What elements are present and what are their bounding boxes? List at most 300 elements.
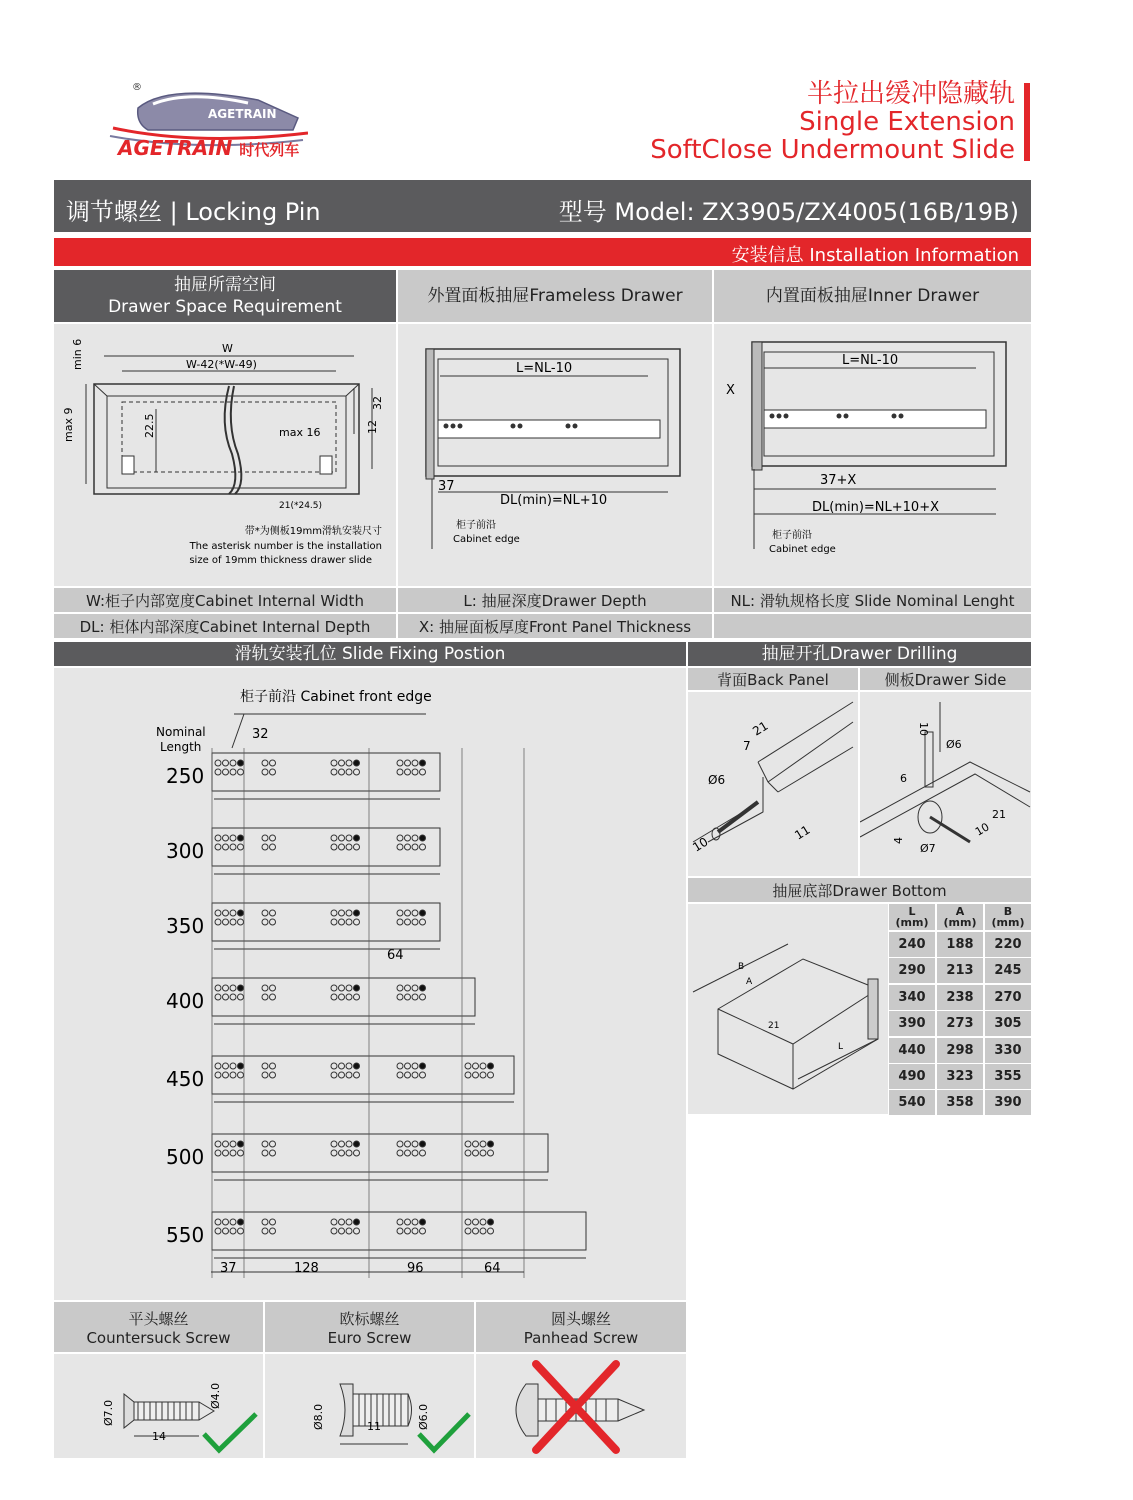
rail-length-500: 500 xyxy=(166,1145,205,1169)
fixing-hole xyxy=(331,1228,337,1234)
screw-euro-en: Euro Screw xyxy=(327,1328,412,1347)
bottom-table-cell: 340 xyxy=(889,985,935,1010)
dim-32: 32 xyxy=(371,396,384,410)
fixing-hole xyxy=(262,769,268,775)
fixing-hole xyxy=(262,1228,268,1234)
frameless-drawer-header xyxy=(398,270,712,322)
fixing-hole xyxy=(230,919,236,925)
fixing-hole xyxy=(215,1072,221,1078)
fixing-hole xyxy=(412,760,418,766)
fixing-hole xyxy=(215,919,221,925)
fixing-hole xyxy=(238,910,244,916)
fixing-hole xyxy=(230,910,236,916)
dim-w-formula: W-42(*W-49) xyxy=(186,358,257,371)
fixing-hole xyxy=(339,994,345,1000)
fixing-hole xyxy=(230,1072,236,1078)
fixing-hole xyxy=(270,844,276,850)
fixing-panel xyxy=(54,668,686,1300)
fixing-hole xyxy=(223,760,229,766)
screw-countersunk-cn: 平头螺丝 xyxy=(128,1309,189,1328)
legend-dl xyxy=(54,614,396,638)
installation-header-text: 安装信息 Installation Information xyxy=(731,245,1019,266)
rail-outline xyxy=(212,978,475,1016)
fixing-hole xyxy=(420,844,426,850)
fixing-hole xyxy=(262,1072,268,1078)
screw-euro-panel xyxy=(265,1354,474,1458)
fixing-hole xyxy=(230,1063,236,1069)
fixing-hole xyxy=(420,985,426,991)
fixing-hole xyxy=(488,1228,494,1234)
screw-euro-cn: 欧标螺丝 xyxy=(339,1309,400,1328)
euro-d1: Ø8.0 xyxy=(312,1403,325,1430)
fixing-hole xyxy=(238,919,244,925)
fixing-hole xyxy=(339,910,345,916)
fixing-hole xyxy=(480,1150,486,1156)
fixing-hole xyxy=(354,1150,360,1156)
fixing-hole xyxy=(405,985,411,991)
fixing-hole xyxy=(331,919,337,925)
fixing-hole xyxy=(397,769,403,775)
screw-header-panhead xyxy=(476,1302,686,1352)
fixing-hole xyxy=(262,1063,268,1069)
fixing-hole xyxy=(262,1219,268,1225)
fixing-hole xyxy=(473,1141,479,1147)
screw-panhead-panel xyxy=(476,1354,686,1458)
fixing-hole xyxy=(465,1219,471,1225)
screw-header-euro xyxy=(265,1302,474,1352)
fixing-hole xyxy=(354,994,360,1000)
fixing-hole xyxy=(480,1219,486,1225)
fixing-hole xyxy=(270,1141,276,1147)
fixing-hole xyxy=(270,1150,276,1156)
screw-countersunk-en: Countersuck Screw xyxy=(86,1328,231,1347)
fixing-hole xyxy=(346,985,352,991)
bottom-dim-37: 37 xyxy=(220,1261,237,1276)
fixing-hole xyxy=(339,919,345,925)
frameless-diagram xyxy=(398,324,712,586)
fixing-hole xyxy=(420,919,426,925)
dim-22-5: 22.5 xyxy=(143,413,156,438)
bottom-table-cell: 355 xyxy=(985,1064,1031,1089)
fixing-hole xyxy=(339,1219,345,1225)
bottom-dimensions xyxy=(211,1261,524,1276)
fixing-hole xyxy=(223,1228,229,1234)
fixing-hole xyxy=(397,994,403,1000)
fixing-hole xyxy=(397,1141,403,1147)
fixing-hole xyxy=(412,1150,418,1156)
fixing-hole xyxy=(412,1219,418,1225)
fixing-hole xyxy=(238,1219,244,1225)
bottom-table-header-label: L xyxy=(908,905,916,918)
euro-len: 11 xyxy=(367,1420,381,1433)
rail-length-400: 400 xyxy=(166,989,205,1013)
fixing-hole xyxy=(270,985,276,991)
euro-screw-drawing xyxy=(265,1354,474,1458)
legend-dl-text: DL: 柜体内部深度Cabinet Internal Depth xyxy=(79,617,371,636)
fixing-hole xyxy=(230,1141,236,1147)
fixing-hole xyxy=(397,1150,403,1156)
space-requirement-header xyxy=(54,270,396,322)
side-dim-10: 10 xyxy=(917,722,930,736)
fixing-hole xyxy=(223,1141,229,1147)
bottom-table-cell: 245 xyxy=(985,958,1031,983)
brand-name-cn: 时代列车 xyxy=(239,141,300,159)
fixing-hole xyxy=(215,985,221,991)
bottom-size-table xyxy=(889,904,1031,1114)
fixing-hole xyxy=(405,1141,411,1147)
fixing-hole xyxy=(215,994,221,1000)
fixing-hole xyxy=(420,1219,426,1225)
fixing-hole xyxy=(230,1228,236,1234)
back-dim-7: 7 xyxy=(743,739,751,753)
fixing-hole xyxy=(405,1063,411,1069)
fixing-hole xyxy=(465,1141,471,1147)
bottom-table-cell: 330 xyxy=(985,1038,1031,1063)
frameless-edge-en: Cabinet edge xyxy=(453,534,520,545)
euro-d2: Ø6.0 xyxy=(417,1403,430,1430)
fixing-hole xyxy=(420,1063,426,1069)
fixing-hole xyxy=(397,1228,403,1234)
bottom-table-header-unit: (mm) xyxy=(943,916,977,929)
panhead-screw-drawing xyxy=(476,1354,686,1458)
inner-dl: DL(min)=NL+10+X xyxy=(812,500,940,515)
dim-max16: max 16 xyxy=(279,426,321,439)
fixing-hole xyxy=(331,985,337,991)
bottom-table-header-label: A xyxy=(955,905,965,918)
fixing-hole xyxy=(480,1072,486,1078)
fixing-hole xyxy=(473,1150,479,1156)
fixing-hole xyxy=(331,1219,337,1225)
frameless-edge-cn: 柜子前沿 xyxy=(456,520,496,531)
fixing-hole xyxy=(262,844,268,850)
fixing-hole xyxy=(412,769,418,775)
fixing-hole xyxy=(346,1141,352,1147)
fixing-hole xyxy=(270,835,276,841)
fixing-hole xyxy=(397,835,403,841)
fixing-hole xyxy=(215,835,221,841)
legend-nl-text: NL: 滑轨规格长度 Slide Nominal Lenght xyxy=(730,591,1015,610)
bottom-label-21: 21 xyxy=(768,1021,780,1031)
fixing-hole xyxy=(346,760,352,766)
fixing-hole xyxy=(465,1063,471,1069)
dim-32-top: 32 xyxy=(252,727,269,742)
fixing-hole xyxy=(331,760,337,766)
space-header-en: Drawer Space Requirement xyxy=(108,297,342,317)
product-title xyxy=(650,80,1015,164)
fixing-hole xyxy=(412,835,418,841)
fixing-hole xyxy=(473,1219,479,1225)
bottom-table-cell: 440 xyxy=(889,1038,935,1063)
fixing-hole xyxy=(354,760,360,766)
frameless-37: 37 xyxy=(438,479,455,494)
dim-64-mid: 64 xyxy=(387,948,404,963)
bottom-table-header-unit: (mm) xyxy=(991,916,1025,929)
fixing-hole xyxy=(262,1141,268,1147)
fixing-hole xyxy=(215,1219,221,1225)
fixing-hole xyxy=(405,844,411,850)
svg-text:AGETRAIN: AGETRAIN xyxy=(208,107,277,121)
fixing-hole xyxy=(420,1072,426,1078)
brand-name: AGETRAIN xyxy=(118,136,233,160)
fixing-hole xyxy=(270,1072,276,1078)
fixing-hole xyxy=(230,985,236,991)
fixing-hole xyxy=(223,919,229,925)
legend-nl xyxy=(714,588,1031,612)
inner-drawer-header xyxy=(714,270,1031,322)
fixing-hole xyxy=(339,835,345,841)
fixing-hole xyxy=(405,1219,411,1225)
fixing-hole xyxy=(339,769,345,775)
fixing-hole xyxy=(238,1228,244,1234)
bottom-table-cell: 390 xyxy=(889,1011,935,1036)
inner-diagram xyxy=(714,324,1031,586)
fixing-hole xyxy=(262,994,268,1000)
fixing-hole xyxy=(270,919,276,925)
fixing-hole xyxy=(331,1072,337,1078)
fixing-hole xyxy=(405,919,411,925)
locking-pin-label: 调节螺丝 | Locking Pin xyxy=(66,198,321,226)
screw-countersunk-panel xyxy=(54,1354,263,1458)
back-panel-diagram xyxy=(688,692,858,876)
fixing-hole xyxy=(420,1141,426,1147)
fixing-hole xyxy=(223,1063,229,1069)
fixing-hole xyxy=(354,844,360,850)
fixing-hole xyxy=(262,1150,268,1156)
rail-outline xyxy=(212,903,440,941)
fixing-hole xyxy=(354,1072,360,1078)
fixing-hole xyxy=(473,1072,479,1078)
logo xyxy=(108,78,308,163)
fixing-hole xyxy=(480,1228,486,1234)
back-dim-10: 10 xyxy=(690,834,711,855)
drawer-side-header xyxy=(860,668,1031,690)
inner-edge-en: Cabinet edge xyxy=(769,544,836,555)
fixing-hole xyxy=(346,1219,352,1225)
fixing-hole xyxy=(223,769,229,775)
screw-panhead-en: Panhead Screw xyxy=(523,1328,639,1347)
fixing-hole xyxy=(465,1150,471,1156)
fixing-header xyxy=(54,642,686,666)
rail-outline xyxy=(212,828,440,866)
installation-header xyxy=(54,238,1031,266)
countersunk-d2: Ø4.0 xyxy=(209,1382,222,1409)
fixing-hole xyxy=(412,1141,418,1147)
fixing-hole xyxy=(339,1141,345,1147)
legend-empty xyxy=(714,614,1031,638)
bottom-table-cell: 323 xyxy=(937,1064,983,1089)
nominal-label: Nominal xyxy=(156,725,206,739)
fixing-hole xyxy=(412,1228,418,1234)
rails-group xyxy=(166,748,586,1278)
fixing-hole xyxy=(405,1228,411,1234)
bottom-table-header-label: B xyxy=(1003,905,1013,918)
fixing-hole xyxy=(270,1219,276,1225)
back-dim-11: 11 xyxy=(792,822,813,843)
fixing-hole xyxy=(420,835,426,841)
fixing-hole xyxy=(339,1150,345,1156)
fixing-hole xyxy=(480,1141,486,1147)
fixing-hole xyxy=(354,835,360,841)
fixing-hole xyxy=(488,1219,494,1225)
frameless-header-text: 外置面板抽屉Frameless Drawer xyxy=(427,286,683,306)
rail-outline xyxy=(212,1056,514,1094)
side-dim-phi7: Ø7 xyxy=(920,842,936,855)
side-dim-phi6: Ø6 xyxy=(946,738,962,751)
fixing-hole xyxy=(238,1072,244,1078)
space-header-cn: 抽屉所需空间 xyxy=(174,275,276,295)
drawer-bottom-text: 抽屉底部Drawer Bottom xyxy=(772,881,947,900)
bottom-label-b: B xyxy=(738,962,745,972)
fixing-hole xyxy=(405,760,411,766)
fixing-hole xyxy=(405,835,411,841)
fixing-hole xyxy=(397,1072,403,1078)
fixing-hole xyxy=(354,1063,360,1069)
fixing-hole xyxy=(412,994,418,1000)
note-en-1: The asterisk number is the installation xyxy=(189,541,382,552)
bottom-table-cell: 490 xyxy=(889,1064,935,1089)
bottom-table-cell: 305 xyxy=(985,1011,1031,1036)
dim-21: 21(*24.5) xyxy=(279,501,323,511)
fixing-hole xyxy=(238,769,244,775)
fixing-hole xyxy=(238,1063,244,1069)
bottom-table-cell: 188 xyxy=(937,932,983,957)
fixing-hole xyxy=(331,910,337,916)
title-en-1: Single Extension xyxy=(799,107,1015,137)
fixing-hole xyxy=(412,1063,418,1069)
length-label: Length xyxy=(160,740,202,754)
legend-x-text: X: 抽屉面板厚度Front Panel Thickness xyxy=(418,617,692,636)
title-accent-bar xyxy=(1024,83,1030,161)
rail-length-300: 300 xyxy=(166,839,205,863)
space-diagram-panel xyxy=(54,324,396,586)
fixing-hole xyxy=(215,760,221,766)
fixing-hole xyxy=(346,1228,352,1234)
fixing-hole xyxy=(339,1072,345,1078)
fixing-hole xyxy=(215,1228,221,1234)
fixing-hole xyxy=(473,1063,479,1069)
fixing-hole xyxy=(223,1150,229,1156)
fixing-hole xyxy=(397,985,403,991)
title-en-2: SoftClose Undermount Slide xyxy=(650,135,1015,165)
drawer-side-diagram xyxy=(860,692,1031,876)
fixing-hole xyxy=(405,994,411,1000)
inner-x: X xyxy=(726,383,735,398)
fixing-hole xyxy=(331,844,337,850)
fixing-hole xyxy=(270,994,276,1000)
fixing-hole xyxy=(488,1072,494,1078)
bottom-table-cell: 298 xyxy=(937,1038,983,1063)
fixing-hole xyxy=(346,844,352,850)
fixing-hole xyxy=(230,835,236,841)
countersunk-d1: Ø7.0 xyxy=(102,1399,115,1426)
legend-l xyxy=(398,588,712,612)
fixing-hole xyxy=(405,1150,411,1156)
countersunk-screw-drawing xyxy=(54,1354,263,1458)
fixing-hole xyxy=(339,985,345,991)
fixing-hole xyxy=(397,1063,403,1069)
fixing-hole xyxy=(420,1150,426,1156)
fixing-hole xyxy=(230,769,236,775)
fixing-hole xyxy=(488,1150,494,1156)
bottom-table-cell: 238 xyxy=(937,985,983,1010)
fixing-hole xyxy=(331,769,337,775)
fixing-hole xyxy=(346,1150,352,1156)
bottom-label-a: A xyxy=(746,977,753,987)
back-panel-text: 背面Back Panel xyxy=(717,670,829,689)
fixing-hole xyxy=(420,994,426,1000)
fixing-hole xyxy=(223,1219,229,1225)
fixing-hole xyxy=(215,844,221,850)
back-dim-21: 21 xyxy=(750,718,771,739)
fixing-hole xyxy=(215,910,221,916)
fixing-header-text: 滑轨安装孔位 Slide Fixing Postion xyxy=(234,644,506,664)
fixing-hole xyxy=(223,994,229,1000)
fixing-hole xyxy=(412,844,418,850)
legend-w-text: W:柜子内部宽度Cabinet Internal Width xyxy=(86,591,364,610)
bottom-dim-96: 96 xyxy=(407,1261,424,1276)
fixing-hole xyxy=(397,1219,403,1225)
fixing-hole xyxy=(354,1228,360,1234)
fixing-hole xyxy=(405,1072,411,1078)
back-dim-phi6: Ø6 xyxy=(708,773,726,787)
fixing-hole xyxy=(473,1228,479,1234)
fixing-hole xyxy=(339,760,345,766)
fixing-diagram xyxy=(54,668,686,1300)
fixing-hole xyxy=(238,1141,244,1147)
bottom-table-cell: 358 xyxy=(937,1090,983,1115)
drawer-bottom-diagram xyxy=(688,904,888,1114)
fixing-hole xyxy=(346,910,352,916)
fixing-hole xyxy=(405,910,411,916)
frameless-dl: DL(min)=NL+10 xyxy=(500,493,608,508)
frameless-diagram-panel xyxy=(398,324,712,586)
bottom-table-cell: 240 xyxy=(889,932,935,957)
fixing-hole xyxy=(270,1063,276,1069)
fixing-hole xyxy=(420,760,426,766)
fixing-hole xyxy=(465,1228,471,1234)
fixing-hole xyxy=(412,919,418,925)
legend-x xyxy=(398,614,712,638)
rail-length-450: 450 xyxy=(166,1067,205,1091)
fixing-hole xyxy=(346,1072,352,1078)
title-cn: 半拉出缓冲隐藏轨 xyxy=(806,79,1015,109)
rail-length-550: 550 xyxy=(166,1223,205,1247)
fixing-hole xyxy=(397,760,403,766)
fixing-hole xyxy=(354,1219,360,1225)
fixing-hole xyxy=(238,1150,244,1156)
fixing-hole xyxy=(331,1063,337,1069)
note-en-2: size of 19mm thickness drawer slide xyxy=(189,555,372,566)
fixing-hole xyxy=(270,769,276,775)
fixing-hole xyxy=(339,1063,345,1069)
rail-outline xyxy=(212,753,440,791)
inner-header-text: 内置面板抽屉Inner Drawer xyxy=(765,286,980,306)
bottom-table-cell: 390 xyxy=(985,1090,1031,1115)
screw-panhead-cn: 圆头螺丝 xyxy=(550,1309,611,1328)
fixing-hole xyxy=(331,994,337,1000)
approved-check-icon xyxy=(204,1414,256,1450)
bottom-dim-128: 128 xyxy=(294,1261,319,1276)
drilling-header xyxy=(688,642,1031,666)
fixing-hole xyxy=(262,835,268,841)
fixing-hole xyxy=(262,985,268,991)
fixing-hole xyxy=(223,1072,229,1078)
fixing-hole xyxy=(346,835,352,841)
fixing-hole xyxy=(346,1063,352,1069)
drawer-side-text: 侧板Drawer Side xyxy=(884,670,1007,689)
bottom-table-cell: 290 xyxy=(889,958,935,983)
bottom-table-header xyxy=(889,904,935,930)
